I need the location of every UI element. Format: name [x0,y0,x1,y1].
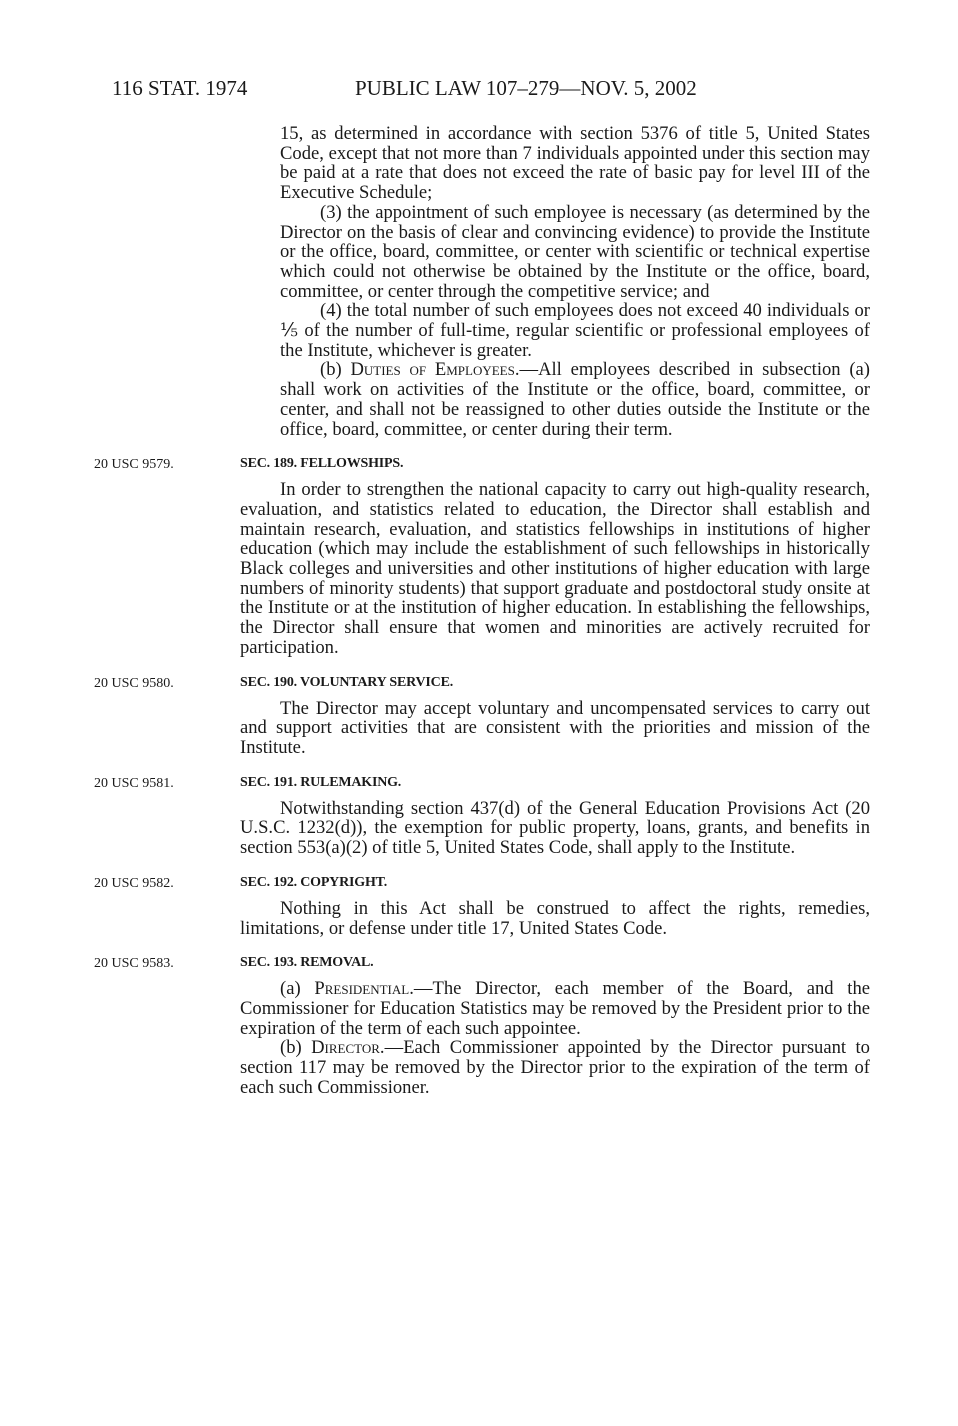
usc-margin-note: 20 USC 9583. [94,956,174,972]
subsection-a-caption: Presidential. [314,978,414,1000]
usc-margin-note: 20 USC 9582. [94,875,174,891]
usc-margin-note: 20 USC 9580. [94,675,174,691]
paragraph-4: (4) the total number of such employees does not exceed 40 individuals or ⅕ of the number of full-time, regular scientific or professional employees of the Institute, whichever is greater. [280,300,870,361]
subsection-b-text: —All employees described in subsection (a) shall work on activities of the Institute or the office, board, committee, or center, and shall not be reassigned to other duties outside the Institute or the office, board, committee, or center during their term. [280,359,870,440]
section-text: In order to strengthen the national capacity to carry out high-quality research, evaluation, and statistics related to education, the Director shall establish and maintain research, evaluation, and statistics fellowships in institutions of higher education (which may include the establishment of such fellowships in historically Black colleges and universities and other institutions of higher education with large numbers of minority students) that support graduate and postdoctoral study onsite at the Institute or at the institution of higher education. In establishing the fellowships, the Director shall ensure that women and minorities are actively recruited for participation. [240,479,870,658]
section-190 [94,674,870,758]
section-text: The Director may accept voluntary and uncompensated services to carry out and support activities that are consistent with the priorities and mission of the Institute. [240,697,870,758]
section-text: Nothing in this Act shall be construed to affect the rights, remedies, limitations, or defense under title 17, United States Code. [240,897,870,939]
page-header [0,76,958,106]
subsection-b-caption: Director. [311,1037,385,1059]
subsection-b-duties [240,360,870,439]
section-heading: SEC. 193. REMOVAL. [240,955,374,971]
subsection-b-text: —Each Commissioner appointed by the Director pursuant to section 117 may be removed by the Director prior to the expiration of the term of each such Commissioner. [240,1037,870,1098]
usc-margin-note: 20 USC 9579. [94,457,174,473]
page-body [94,123,870,1098]
continuation-block [240,124,870,439]
subsection-b-lead: (b) [280,1037,312,1059]
usc-margin-note: 20 USC 9581. [94,775,174,791]
section-heading: SEC. 189. FELLOWSHIPS. [240,456,404,472]
section-text: Notwithstanding section 437(d) of the General Education Provisions Act (20 U.S.C. 1232(d)), the exemption for public property, loans, grants, and benefits in section 553(a)(2) of title 5, United States Code, shall apply to the Institute. [240,797,870,859]
section-193 [94,954,870,1098]
section-191 [94,774,870,859]
section-heading: SEC. 192. COPYRIGHT. [240,874,388,890]
subsection-b-lead: (b) [320,359,351,381]
statute-page-number: 116 STAT. 1974 [112,76,248,100]
subsection-a-lead: (a) [280,978,315,1000]
subsection-a-presidential [240,979,870,1038]
subsection-a-text: —The Director, each member of the Board, and the Commissioner for Education Statistics may be removed by the President prior to the expiration of the term of each such appointee. [240,978,870,1039]
subsection-b-caption: Duties of Employees. [350,359,520,381]
paragraph-3: (3) the appointment of such employee is necessary (as determined by the Director on the basis of clear and convincing evidence) to provide the Institute or the office, board, committee, or center with scientific or technical expertise which could not otherwise be obtained by the Institute or the office, board, committee, or center through the competitive service; and [280,201,870,302]
section-heading: SEC. 191. RULEMAKING. [240,774,402,790]
continued-paragraph: 15, as determined in accordance with section 5376 of title 5, United States Code, except that not more than 7 individuals appointed under this section may be paid at a rate that does not exceed the rate of basic pay for level III of the Executive Schedule; [280,123,870,204]
section-heading: SEC. 190. VOLUNTARY SERVICE. [240,674,454,690]
public-law-citation: PUBLIC LAW 107–279—NOV. 5, 2002 [355,76,697,100]
subsection-b-director [240,1038,870,1097]
section-192 [94,874,870,939]
section-189 [94,455,870,658]
